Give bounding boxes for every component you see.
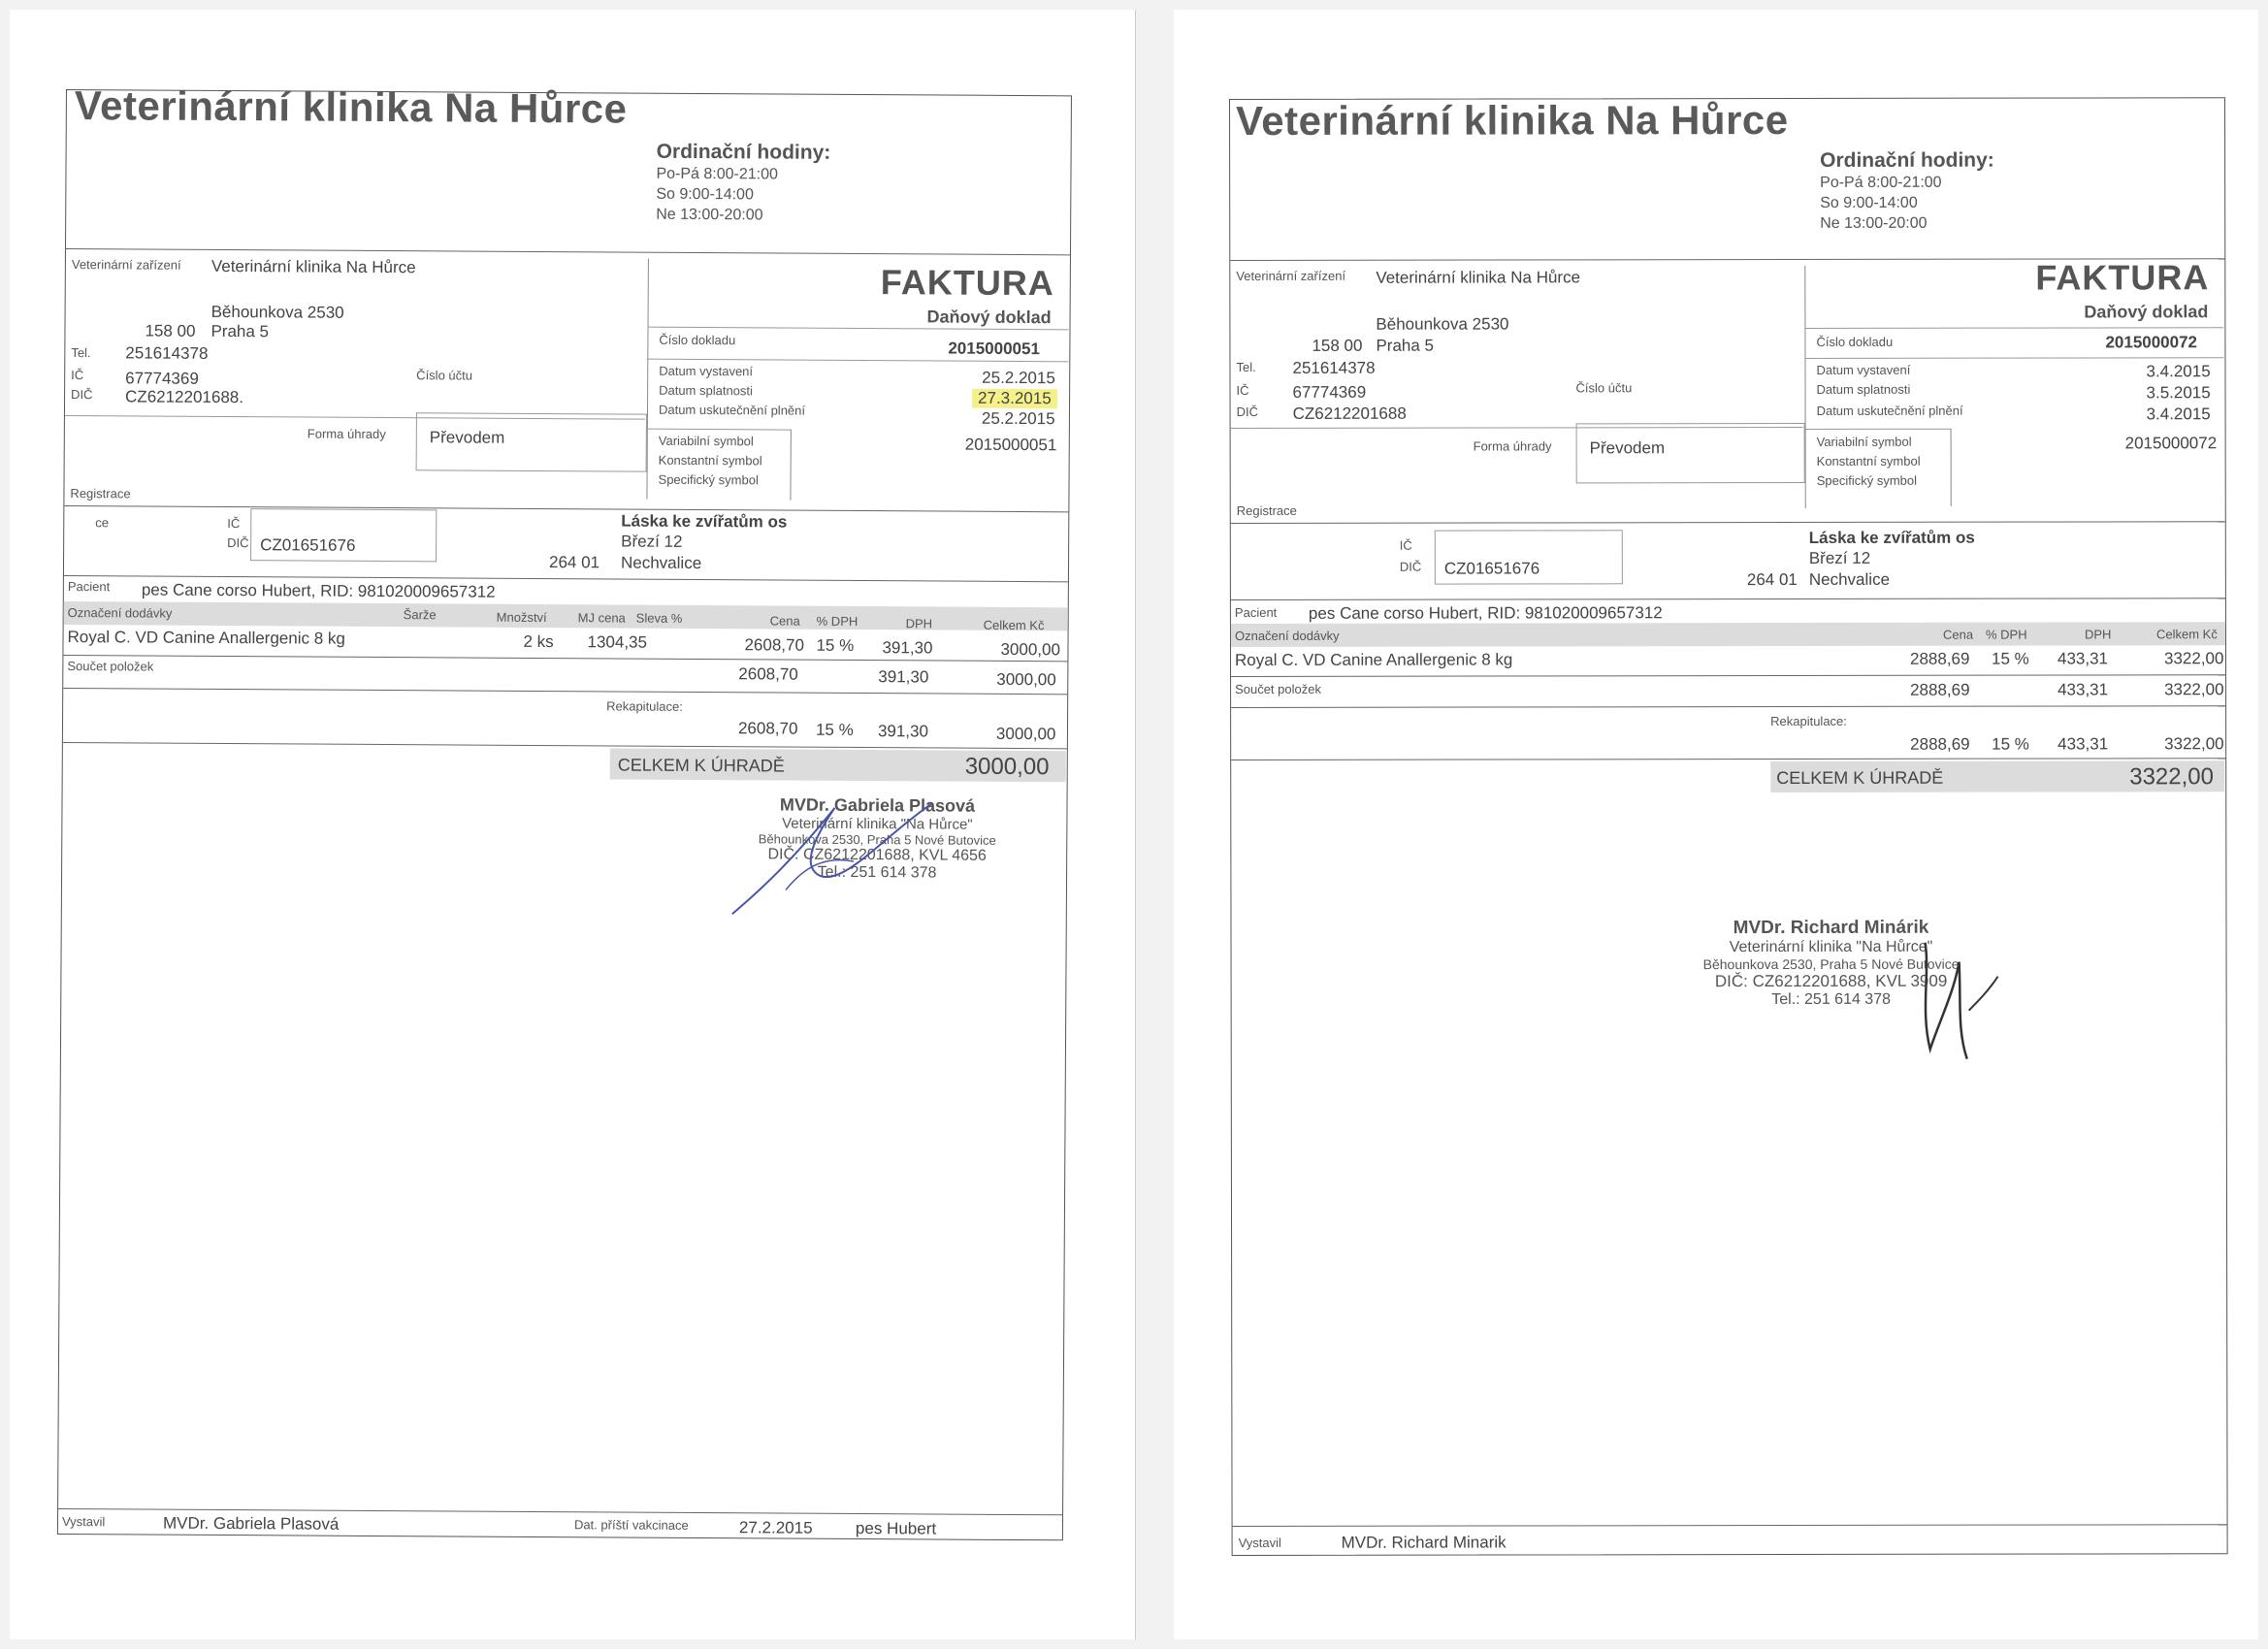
constant-label: Konstantní symbol bbox=[658, 452, 762, 469]
col-vat-rate: % DPH bbox=[816, 613, 859, 629]
issued-value: 3.4.2015 bbox=[2146, 362, 2211, 381]
danovy-doklad: Daňový doklad bbox=[926, 307, 1052, 328]
customer-street: Březí 12 bbox=[621, 532, 683, 551]
item-vat-rate: 15 % bbox=[816, 635, 855, 655]
recap-price: 2608,70 bbox=[737, 719, 798, 738]
customer-ic-label: IČ bbox=[227, 516, 241, 532]
account-label: Číslo účtu bbox=[416, 368, 473, 383]
col-price: Cena bbox=[769, 613, 800, 629]
stamp-line-4: DIČ: CZ6212201688, KVL 4656 bbox=[767, 846, 987, 864]
col-batch: Šarže bbox=[403, 607, 437, 623]
item-vat-rate: 15 % bbox=[1991, 649, 2029, 668]
fulfilled-label: Datum uskutečnění plnění bbox=[658, 402, 806, 418]
stamp-line-5: Tel.: 251 614 378 bbox=[817, 863, 937, 882]
total-divider bbox=[63, 742, 1067, 749]
customer-dic-value: CZ01651676 bbox=[260, 535, 356, 555]
ic-value: 67774369 bbox=[1292, 382, 1367, 402]
col-vat-rate: % DPH bbox=[1985, 627, 2027, 642]
item-total: 3000,00 bbox=[1000, 639, 1061, 660]
stamp-line-1: MVDr. Richard Minárik bbox=[1733, 917, 1929, 939]
stamp-line-2: Veterinární klinika "Na Hůrce" bbox=[782, 815, 973, 833]
recap-label: Rekapitulace: bbox=[606, 698, 683, 714]
sum-label: Součet položek bbox=[67, 659, 154, 674]
faktura-title: FAKTURA bbox=[880, 262, 1054, 304]
issued-by-value: MVDr. Richard Minarik bbox=[1341, 1533, 1507, 1552]
item-price: 2608,70 bbox=[744, 635, 805, 655]
patient-label: Pacient bbox=[1234, 604, 1278, 620]
variable-label: Variabilní symbol bbox=[1816, 434, 1912, 449]
invoice-page-1 bbox=[10, 10, 1135, 1639]
facility-zip: 158 00 bbox=[1312, 336, 1363, 355]
col-vat: DPH bbox=[905, 616, 933, 631]
registrace-label: Registrace bbox=[70, 486, 131, 501]
facility-zip: 158 00 bbox=[145, 321, 196, 340]
stamp-line-5: Tel.: 251 614 378 bbox=[1771, 990, 1892, 1009]
next-vaccination-note: pes Hubert bbox=[855, 1519, 937, 1538]
customer-prefix: ce bbox=[95, 515, 110, 531]
due-value: 27.3.2015 bbox=[972, 389, 1057, 409]
symbols-divider bbox=[647, 429, 791, 431]
stamp-line-3: Běhounkova 2530, Praha 5 Nové Butovice bbox=[1702, 955, 1960, 973]
customer-name: Láska ke zvířatům os bbox=[1808, 528, 1975, 547]
issued-value: 25.2.2015 bbox=[982, 368, 1055, 388]
ic-value: 67774369 bbox=[125, 369, 199, 388]
symbols-box-right bbox=[790, 430, 791, 501]
col-unit-price: MJ cena bbox=[577, 610, 626, 626]
invoice-page-2 bbox=[1174, 10, 2258, 1639]
item-vat: 433,31 bbox=[2057, 649, 2109, 668]
facility-label: Veterinární zařízení bbox=[71, 257, 181, 273]
doc-no-value: 2015000072 bbox=[2105, 333, 2198, 352]
invoice-2 bbox=[1229, 97, 2228, 1556]
constant-label: Konstantní symbol bbox=[1816, 453, 1921, 469]
dic-label: DIČ bbox=[71, 387, 93, 403]
issued-by-label: Vystavil bbox=[61, 1514, 106, 1530]
sum-price: 2608,70 bbox=[738, 664, 798, 684]
stamp-line-2: Veterinární klinika "Na Hůrce" bbox=[1729, 938, 1933, 956]
issued-label: Datum vystavení bbox=[1816, 362, 1911, 377]
stamp-line-1: MVDr. Gabriela Plasová bbox=[779, 794, 976, 816]
facility-name: Veterinární klinika Na Hůrce bbox=[211, 256, 416, 277]
danovy-doklad: Daňový doklad bbox=[2084, 302, 2209, 322]
doc-no-label: Číslo dokladu bbox=[1816, 334, 1894, 349]
customer-ic-label: IČ bbox=[1399, 537, 1412, 553]
tel-value: 251614378 bbox=[125, 343, 209, 363]
col-discount: Sleva % bbox=[635, 610, 683, 626]
recap-label: Rekapitulace: bbox=[1770, 713, 1847, 729]
customer-city: Nechvalice bbox=[620, 553, 702, 573]
patient-value: pes Cane corso Hubert, RID: 981020009657312 bbox=[141, 580, 496, 601]
facility-street: Běhounkova 2530 bbox=[1376, 314, 1509, 334]
sum-price: 2888,69 bbox=[1910, 680, 1970, 699]
stamp-line-3: Běhounkova 2530, Praha 5 Nové Butovice bbox=[758, 831, 996, 848]
total-label: CELKEM K ÚHRADĚ bbox=[1776, 767, 1944, 789]
payment-label: Forma úhrady bbox=[307, 426, 386, 442]
customer-zip: 264 01 bbox=[548, 553, 600, 572]
right-column-divider bbox=[646, 259, 649, 500]
facility-label: Veterinární zařízení bbox=[1236, 268, 1346, 283]
account-label: Číslo účtu bbox=[1575, 380, 1633, 396]
col-total: Celkem Kč bbox=[983, 617, 1045, 633]
item-price: 2888,69 bbox=[1909, 649, 1970, 668]
recap-divider bbox=[63, 688, 1067, 695]
doc-no-value: 2015000051 bbox=[948, 339, 1040, 359]
invoice-1 bbox=[57, 82, 1072, 1540]
patient-label: Pacient bbox=[67, 579, 111, 595]
recap-total: 3000,00 bbox=[995, 724, 1056, 744]
issued-by-value: MVDr. Gabriela Plasová bbox=[162, 1513, 340, 1534]
customer-dic-label: DIČ bbox=[227, 535, 249, 551]
fulfilled-value: 3.4.2015 bbox=[2146, 404, 2211, 424]
recap-divider bbox=[1231, 705, 2225, 708]
footer-divider bbox=[1233, 1524, 2227, 1527]
payment-value: Převodem bbox=[429, 428, 505, 447]
col-designation: Označení dodávky bbox=[67, 605, 173, 621]
variable-value: 2015000072 bbox=[2124, 434, 2218, 453]
item-vat: 391,30 bbox=[882, 638, 933, 658]
item-unit-price: 1304,35 bbox=[587, 632, 648, 652]
recap-vat: 391,30 bbox=[877, 722, 929, 741]
signature-2 bbox=[1901, 933, 2018, 1069]
hours-title: Ordinační hodiny: bbox=[1820, 148, 1994, 172]
col-quantity: Množství bbox=[496, 609, 547, 626]
sum-total: 3000,00 bbox=[996, 669, 1056, 690]
col-designation: Označení dodávky bbox=[1234, 628, 1340, 643]
item-qty: 2 ks bbox=[523, 631, 554, 652]
ic-label: IČ bbox=[71, 368, 84, 383]
patient-divider-top bbox=[1231, 598, 2225, 600]
customer-zip: 264 01 bbox=[1746, 569, 1798, 590]
issued-label: Datum vystavení bbox=[659, 363, 754, 379]
item-total: 3322,00 bbox=[2163, 649, 2224, 668]
due-value: 3.5.2015 bbox=[2146, 383, 2211, 403]
tel-value: 251614378 bbox=[1292, 358, 1376, 377]
col-vat: DPH bbox=[2084, 627, 2112, 642]
hours-sunday: Ne 13:00-20:00 bbox=[1820, 214, 1928, 232]
recap-vat: 433,31 bbox=[2057, 734, 2109, 754]
dic-value: CZ6212201688 bbox=[1292, 404, 1407, 423]
item-name: Royal C. VD Canine Anallergenic 8 kg bbox=[67, 628, 345, 648]
items-header-bg bbox=[1231, 622, 2225, 647]
tel-label: Tel. bbox=[1236, 359, 1256, 374]
next-vaccination-label: Dat. příští vakcinace bbox=[573, 1517, 689, 1533]
faktura-title: FAKTURA bbox=[2035, 257, 2210, 298]
next-vaccination-date: 27.2.2015 bbox=[738, 1518, 813, 1537]
item-name: Royal C. VD Canine Anallergenic 8 kg bbox=[1234, 650, 1513, 669]
header-divider bbox=[66, 248, 1070, 255]
customer-name: Láska ke zvířatům os bbox=[621, 511, 788, 532]
fulfilled-label: Datum uskutečnění plnění bbox=[1816, 403, 1963, 418]
customer-dic-value: CZ01651676 bbox=[1443, 559, 1540, 578]
sum-vat: 391,30 bbox=[878, 667, 929, 687]
sum-divider bbox=[1231, 674, 2225, 677]
customer-divider bbox=[64, 505, 1068, 512]
tel-label: Tel. bbox=[71, 345, 91, 361]
due-label: Datum splatnosti bbox=[659, 382, 753, 399]
payment-value: Převodem bbox=[1589, 438, 1666, 458]
hours-saturday: So 9:00-14:00 bbox=[656, 185, 754, 204]
ic-label: IČ bbox=[1236, 382, 1249, 398]
doc-no-label: Číslo dokladu bbox=[659, 332, 736, 348]
variable-label: Variabilní symbol bbox=[658, 433, 754, 449]
total-label: CELKEM K ÚHRADĚ bbox=[617, 755, 785, 776]
sum-vat: 433,31 bbox=[2057, 680, 2109, 699]
facility-street: Běhounkova 2530 bbox=[211, 302, 344, 322]
hours-title: Ordinační hodiny: bbox=[656, 140, 831, 164]
stamp-line-4: DIČ: CZ6212201688, KVL 3909 bbox=[1714, 971, 1948, 991]
symbols-divider bbox=[1805, 429, 1951, 430]
specific-label: Specifický symbol bbox=[1816, 472, 1918, 488]
recap-rate: 15 % bbox=[1992, 734, 2029, 754]
variable-value: 2015000051 bbox=[964, 435, 1057, 455]
clinic-title: Veterinární klinika Na Hůrce bbox=[74, 82, 628, 132]
dic-label: DIČ bbox=[1236, 404, 1258, 419]
specific-label: Specifický symbol bbox=[658, 471, 759, 488]
col-total: Celkem Kč bbox=[2155, 627, 2218, 642]
issued-by-label: Vystavil bbox=[1238, 1535, 1281, 1550]
recap-price: 2888,69 bbox=[1910, 734, 1970, 754]
hours-sunday: Ne 13:00-20:00 bbox=[656, 206, 763, 224]
payment-label: Forma úhrady bbox=[1473, 438, 1552, 454]
customer-street: Březí 12 bbox=[1808, 548, 1871, 567]
signature-1 bbox=[728, 797, 961, 924]
symbols-box-right bbox=[1951, 429, 1952, 506]
clinic-title: Veterinární klinika Na Hůrce bbox=[1235, 96, 1789, 144]
registrace-label: Registrace bbox=[1236, 502, 1297, 518]
facility-city: Praha 5 bbox=[1376, 336, 1435, 355]
sum-label: Součet položek bbox=[1235, 681, 1321, 696]
total-value: 3000,00 bbox=[964, 753, 1050, 781]
recap-total: 3322,00 bbox=[2164, 734, 2224, 754]
recap-rate: 15 % bbox=[815, 720, 854, 739]
facility-city: Praha 5 bbox=[211, 321, 270, 341]
hours-weekday: Po-Pá 8:00-21:00 bbox=[1820, 174, 1942, 191]
fulfilled-value: 25.2.2015 bbox=[981, 408, 1055, 429]
right-column-divider bbox=[1804, 266, 1805, 508]
hours-saturday: So 9:00-14:00 bbox=[1820, 194, 1918, 211]
hours-weekday: Po-Pá 8:00-21:00 bbox=[656, 165, 778, 183]
col-price: Cena bbox=[1942, 627, 1974, 642]
patient-value: pes Cane corso Hubert, RID: 981020009657312 bbox=[1308, 603, 1663, 623]
sum-total: 3322,00 bbox=[2164, 680, 2224, 699]
total-value: 3322,00 bbox=[2129, 763, 2215, 791]
dic-value: CZ6212201688. bbox=[125, 387, 244, 407]
facility-name: Veterinární klinika Na Hůrce bbox=[1376, 268, 1581, 287]
customer-divider bbox=[1231, 521, 2225, 524]
customer-city: Nechvalice bbox=[1808, 569, 1891, 589]
customer-dic-label: DIČ bbox=[1399, 559, 1422, 574]
due-label: Datum splatnosti bbox=[1816, 381, 1911, 397]
